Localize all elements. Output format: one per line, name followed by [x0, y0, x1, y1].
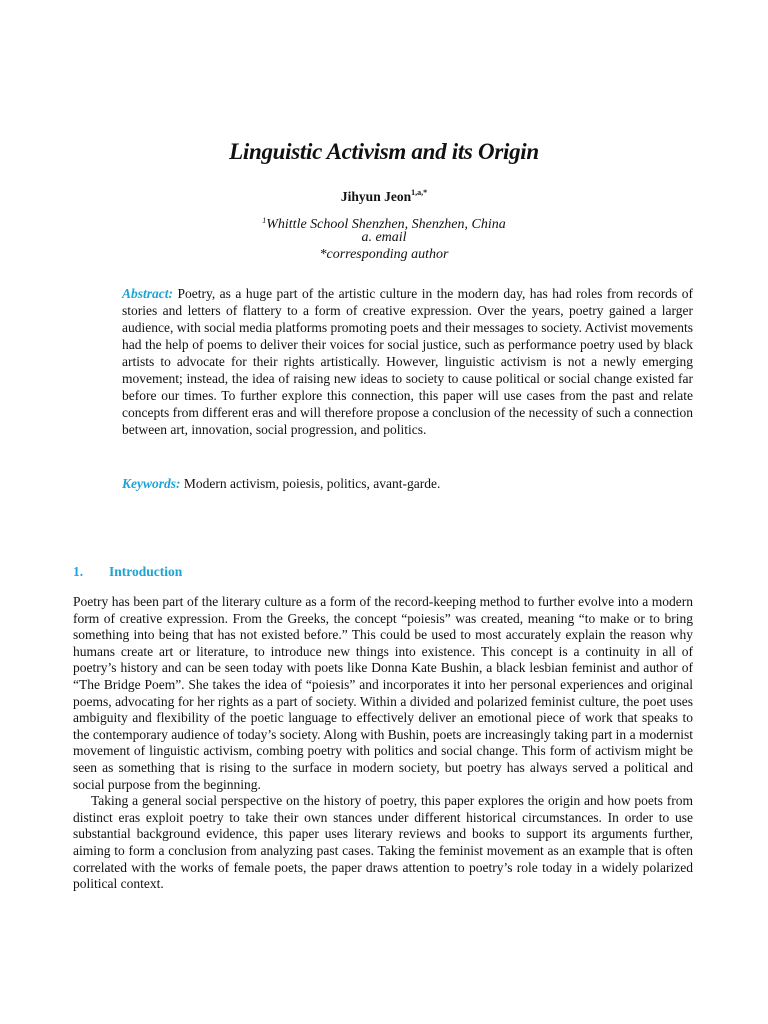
section-number: 1.: [73, 564, 84, 579]
introduction-body: [73, 594, 693, 893]
abstract: [122, 285, 693, 438]
body-paragraph: Poetry has been part of the literary culture as a form of the record-keeping method to further evolve into a modern form of creative expression. From the Greeks, the concept “poiesis” was created, meaning “to make or to bring something into being that has not existed before.” This could be used to most accurately explain the reason why humans create art or literature, to introduce new things into existence. This concept is a continuity in all of poetry’s history and can be seen today with poets like Donna Kate Bushin, a black lesbian feminist and author of “The Bridge Poem”. She takes the idea of “poiesis” and incorporates it into her personal experiences and original poems, advocating for her rights as a part of society. Within a divided and polarized feminist culture, the poet uses ambiguity and flexibility of the poetic language to effectively deliver an emotional piece of work that speaks to the contemporary audience of today’s society. Along with Bushin, poets are increasingly taking part in a modernist movement of linguistic activism, combing poetry with politics and social change. This form of activism might be seen as something that is rising to the surface in modern society, but poetry has always served a political and social purpose from the beginning.: [73, 594, 693, 792]
body-paragraph: Taking a general social perspective on the history of poetry, this paper explores the origin and how poets from distinct eras exploit poetry to take their own stances under different historical circumstances. In order to use substantial background evidence, this paper uses literary reviews and books to support its arguments further, aiming to form a conclusion from analyzing past cases. Taking the feminist movement as an example that is often correlated with the works of female poets, the paper draws attention to poetry’s role today in a widely polarized political context.: [73, 793, 693, 892]
affiliation-institution-text: Whittle School Shenzhen, Shenzhen, China: [266, 217, 506, 232]
affiliation-email: a. email: [361, 230, 407, 245]
author-superscript: 1,a,*: [411, 188, 428, 197]
affiliation-marker: 1: [262, 216, 267, 225]
author-line: [0, 188, 768, 205]
section-heading-introduction: [73, 564, 182, 580]
abstract-label: Abstract:: [122, 286, 174, 301]
author-name: Jihyun Jeon: [340, 189, 412, 204]
keywords-label: Keywords:: [122, 476, 181, 491]
keywords: [122, 475, 693, 492]
paper-title: Linguistic Activism and its Origin: [229, 139, 539, 164]
abstract-text: Poetry, as a huge part of the artistic culture in the modern day, has had roles from records of stories and letters of flattery to a form of creative expression. Over the years, poetry gained a larger audience, with social media platforms promoting poets and their messages to society. Activist movements had the help of poems to deliver their voices for social justice, such as performance poetry used by black artists to advocate for their rights artistically. However, linguistic activism is not a newly emerging movement; instead, the idea of raising new ideas to society to cause political or social change existed far before our times. To further explore this connection, this paper will use cases from the past and relate concepts from different eras and will therefore propose a conclusion of the necessity of such a connection between art, innovation, social progression, and politics.: [122, 286, 694, 437]
corresponding-author-note: *corresponding author: [319, 247, 449, 262]
section-title: Introduction: [109, 564, 183, 579]
keywords-text: Modern activism, poiesis, politics, avant-garde.: [183, 476, 441, 491]
